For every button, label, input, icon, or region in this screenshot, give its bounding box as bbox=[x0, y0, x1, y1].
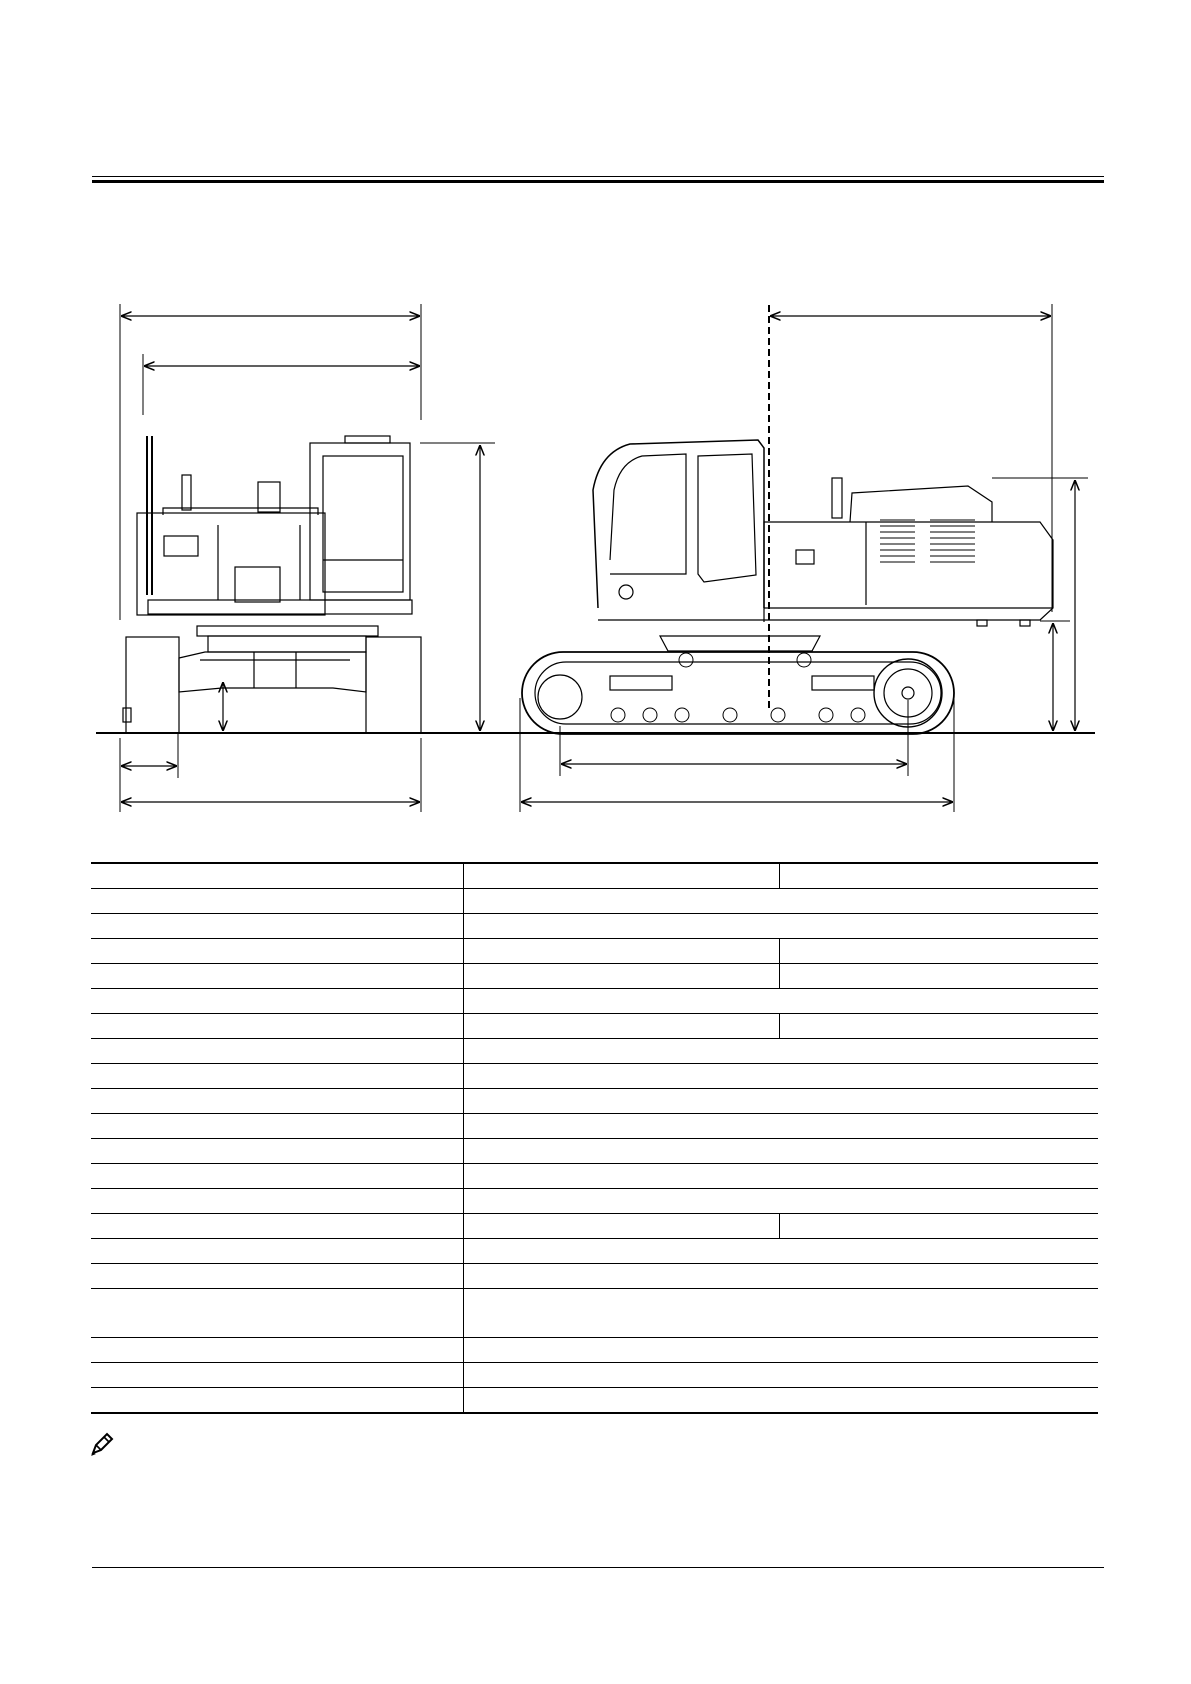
table-row bbox=[91, 1039, 1098, 1064]
spec-value-cell bbox=[463, 1214, 779, 1239]
spec-value-cell bbox=[463, 1089, 1098, 1114]
spec-value-cell bbox=[779, 939, 1098, 964]
table-row bbox=[91, 1189, 1098, 1214]
table-row bbox=[91, 1164, 1098, 1189]
spec-value-cell bbox=[463, 1264, 1098, 1289]
spec-label-cell bbox=[91, 1064, 463, 1089]
spec-label-cell bbox=[91, 1164, 463, 1189]
spec-label-cell bbox=[91, 1089, 463, 1114]
spec-label-cell bbox=[91, 863, 463, 889]
front-view bbox=[120, 304, 495, 812]
table-row bbox=[91, 914, 1098, 939]
spec-value-cell bbox=[463, 964, 779, 989]
spec-value-cell bbox=[463, 939, 779, 964]
spec-label-cell bbox=[91, 889, 463, 914]
spec-label-cell bbox=[91, 1239, 463, 1264]
spec-value-cell bbox=[463, 1064, 1098, 1089]
table-row bbox=[91, 1338, 1098, 1363]
spec-label-cell bbox=[91, 1039, 463, 1064]
spec-value-cell bbox=[779, 1214, 1098, 1239]
table-row bbox=[91, 1139, 1098, 1164]
spec-label-cell bbox=[91, 964, 463, 989]
table-row bbox=[91, 939, 1098, 964]
spec-value-cell bbox=[463, 889, 1098, 914]
spec-label-cell bbox=[91, 1264, 463, 1289]
spec-label-cell bbox=[91, 1338, 463, 1363]
table-row bbox=[91, 1289, 1098, 1338]
table-row bbox=[91, 1114, 1098, 1139]
footer-rule bbox=[92, 1567, 1104, 1568]
spec-value-cell bbox=[463, 989, 1098, 1014]
pencil-note-icon bbox=[88, 1432, 114, 1458]
spec-value-cell bbox=[463, 1114, 1098, 1139]
spec-value-cell bbox=[779, 863, 1098, 889]
table-row bbox=[91, 989, 1098, 1014]
spec-label-cell bbox=[91, 1114, 463, 1139]
spec-label-cell bbox=[91, 914, 463, 939]
spec-label-cell bbox=[91, 1139, 463, 1164]
spec-value-cell bbox=[463, 1338, 1098, 1363]
table-row bbox=[91, 1089, 1098, 1114]
spec-label-cell bbox=[91, 1214, 463, 1239]
spec-value-cell bbox=[463, 1388, 1098, 1414]
spec-label-cell bbox=[91, 1289, 463, 1338]
table-row bbox=[91, 863, 1098, 889]
table-row bbox=[91, 1239, 1098, 1264]
spec-label-cell bbox=[91, 989, 463, 1014]
spec-value-cell bbox=[463, 914, 1098, 939]
spec-value-cell bbox=[463, 1363, 1098, 1388]
table-row bbox=[91, 1214, 1098, 1239]
spec-value-cell bbox=[463, 1164, 1098, 1189]
excavator-dimension-drawing bbox=[0, 0, 1191, 830]
spec-value-cell bbox=[463, 1239, 1098, 1264]
spec-label-cell bbox=[91, 1014, 463, 1039]
table-row bbox=[91, 889, 1098, 914]
spec-value-cell bbox=[463, 863, 779, 889]
spec-label-cell bbox=[91, 1189, 463, 1214]
side-view bbox=[520, 304, 1088, 812]
table-row bbox=[91, 1014, 1098, 1039]
spec-value-cell bbox=[463, 1039, 1098, 1064]
spec-value-cell bbox=[463, 1139, 1098, 1164]
spec-value-cell bbox=[779, 964, 1098, 989]
table-row bbox=[91, 1264, 1098, 1289]
spec-label-cell bbox=[91, 1363, 463, 1388]
spec-label-cell bbox=[91, 1388, 463, 1414]
spec-label-cell bbox=[91, 939, 463, 964]
spec-value-cell bbox=[463, 1289, 1098, 1338]
spec-value-cell bbox=[463, 1189, 1098, 1214]
table-row bbox=[91, 964, 1098, 989]
table-row bbox=[91, 1064, 1098, 1089]
spec-value-cell bbox=[463, 1014, 779, 1039]
spec-value-cell bbox=[779, 1014, 1098, 1039]
table-row bbox=[91, 1363, 1098, 1388]
specification-table bbox=[91, 862, 1098, 1414]
table-row bbox=[91, 1388, 1098, 1414]
